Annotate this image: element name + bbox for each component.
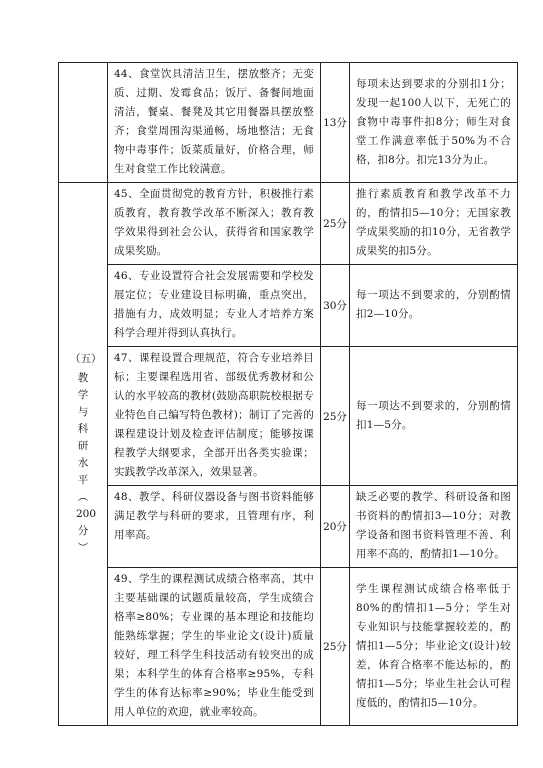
item-cell-44: [108, 63, 321, 183]
item-text: 47、课程设置合理规范，符合专业培养目标；主要课程选用省、部级优秀教材和公认的水平较高的教材(鼓励高职院校根据专业特色自己编写特色教材)；制订了完善的课程建设计划及检查评估制度；能够按课程教学大纲要求，全部开出各类实验课；实践教学改革深入，效果显著。: [114, 352, 314, 478]
category-char: 水: [77, 457, 89, 469]
item-cell-47: [108, 347, 321, 486]
item-text: 46、专业设置符合社会发展需要和学校发展定位；专业建设目标明确，重点突出，措施有力，成效明显；专业人才培养方案科学合理并得到认真执行。: [114, 270, 314, 339]
score-text: 30分: [323, 300, 347, 312]
category-cell-blank: [59, 63, 108, 183]
item-cell-48: [108, 486, 321, 568]
category-char: 学: [77, 389, 89, 401]
rule-cell-44: [350, 63, 518, 183]
rule-cell-49: [350, 568, 518, 726]
item-text: 49、学生的课程测试成绩合格率高，其中主要基础课的试题质量较高，学生成绩合格率≥80%；专业课的基本理论和技能均能熟练掌握；学生的毕业论文(设计)质量较好，理工科学生科技活动有较突出的成果；本科学生的体育合格率≥95%，专科学生的体育达标率≥90%；毕业生能受到用人单位的欢迎，就业率较高。: [114, 573, 314, 718]
rule-text: 缺乏必要的教学、科研设备和图书资料的酌情扣3—10分；对教学设备和图书资料管理不善、利用率不高的，酌情扣1—10分。: [356, 491, 511, 560]
score-cell-47: [321, 347, 350, 486]
rule-text: 每一项达不到要求的，分别酌情扣1—5分。: [356, 399, 511, 431]
category-label: [70, 351, 102, 557]
category-cell: [59, 183, 108, 726]
rule-text: 每一项达不到要求的，分别酌情扣2—10分。: [356, 289, 511, 320]
score-cell-49: [321, 568, 350, 726]
category-char: ︶: [77, 542, 89, 554]
item-cell-49: [108, 568, 321, 726]
category-number: （五）: [70, 353, 102, 365]
item-text: 44、食堂饮具清洁卫生，摆放整齐；无变质、过期、发霉食品；饭厅、备餐间地面清洁，餐桌、餐凳及其它用餐器具摆放整齐；食堂周围沟渠通畅，场地整洁；无食物中毒事件；饭菜质量好，价格合理，师生对食堂工作比较满意。: [114, 68, 314, 175]
score-cell-45: [321, 183, 350, 265]
category-char: 分: [77, 525, 89, 537]
category-char: 研: [77, 440, 89, 452]
item-text: 45、全面贯彻党的教育方针，积极推行素质教育，教育教学改革不断深入；教育教学效果得到社会公认，获得省和国家教学成果奖励。: [114, 188, 314, 257]
rule-cell-45: [350, 183, 518, 265]
category-char: ︵: [77, 491, 89, 503]
category-char: 与: [77, 406, 89, 418]
evaluation-table: [58, 62, 518, 726]
rule-text: 每项未达到要求的分别扣1分；发现一起100人以下，无死亡的食物中毒事件扣8分；师生对食堂工作满意率低于50%为不合格，扣8分。扣完13分为止。: [356, 77, 511, 166]
table-row: [59, 63, 518, 183]
category-char: 平: [77, 474, 89, 486]
score-cell-48: [321, 486, 350, 568]
score-cell-44: [321, 63, 350, 183]
table-row: [59, 347, 518, 486]
rule-cell-46: [350, 265, 518, 347]
table-row: [59, 183, 518, 265]
rule-cell-48: [350, 486, 518, 568]
category-char: 科: [77, 423, 89, 435]
score-text: 25分: [323, 410, 347, 423]
score-text: 25分: [323, 641, 347, 653]
score-text: 13分: [323, 117, 347, 129]
rule-text: 推行素质教育和教学改革不力的，酌情扣5—10分；无国家教学成果奖励的扣10分，无省教学成果奖的扣5分。: [356, 188, 511, 257]
item-cell-46: [108, 265, 321, 347]
rule-text: 学生课程测试成绩合格率低于80%的酌情扣1—5分；学生对专业知识与技能掌握较差的，酌情扣1—5分；毕业论文(设计)较差，体育合格率不能达标的，酌情扣1—5分；毕业生社会认可程度低的，酌情扣5—10分。: [356, 582, 511, 709]
table-row: [59, 265, 518, 347]
item-cell-45: [108, 183, 321, 265]
table-row: [59, 486, 518, 568]
score-cell-46: [321, 265, 350, 347]
score-text: 20分: [323, 521, 347, 533]
rule-cell-47: [350, 347, 518, 486]
category-char: 200: [76, 508, 97, 520]
table-row: [59, 568, 518, 726]
score-text: 25分: [323, 218, 347, 230]
category-char: 教: [77, 372, 89, 384]
item-text: 48、教学、科研仪器设备与图书资料能够满足教学与科研的要求，且管理有序，利用率高。: [114, 491, 314, 541]
